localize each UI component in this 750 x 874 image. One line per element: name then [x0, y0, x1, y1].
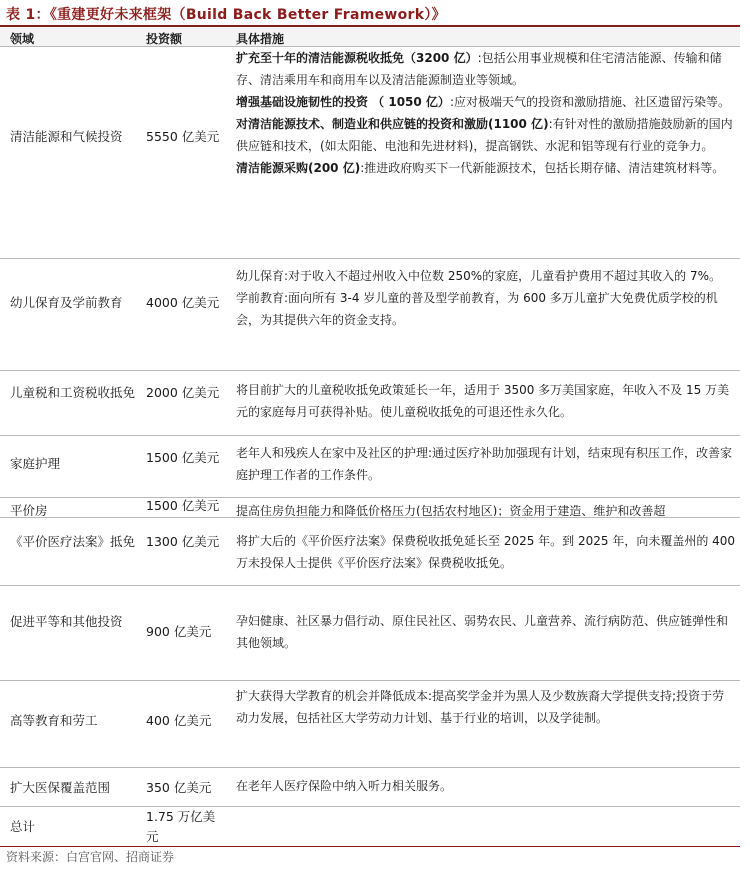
row-domain: 促进平等和其他投资 [10, 614, 123, 629]
row-measures [236, 775, 736, 797]
row-domain: 幼儿保育及学前教育 [10, 295, 123, 310]
measure-heading: 增强基础设施韧性的投资 （ 1050 亿） [236, 95, 450, 109]
measure-item: 幼儿保育:对于收入不超过州收入中位数 250%的家庭，儿童看护费用不超过其收入的 7%。 [236, 269, 722, 283]
measure-heading: 对清洁能源技术、制造业和供应链的投资和激励(1100 亿) [236, 117, 549, 131]
row-domain: 《平价医疗法案》抵免 [10, 534, 136, 549]
row-amount: 900 亿美元 [146, 624, 212, 639]
row-amount: 1500 亿美元 [146, 498, 220, 513]
row-measures [236, 610, 736, 654]
row-measures [236, 442, 736, 486]
measure-item [236, 113, 736, 157]
row-measures [236, 500, 736, 516]
row-measures [236, 685, 736, 729]
measure-item: 将扩大后的《平价医疗法案》保费税收抵免延长至 2025 年。到 2025 年，向未覆盖州的 400 万未投保人士提供《平价医疗法案》保费税收抵免。 [236, 534, 736, 570]
measure-item: 提高住房负担能力和降低价格压力(包括农村地区)；资金用于建造、维护和改善超 [236, 504, 666, 516]
row-measures [236, 379, 736, 423]
row-domain: 家庭护理 [10, 456, 61, 471]
row-amount: 5550 亿美元 [146, 129, 220, 144]
header-amount: 投资额 [146, 32, 183, 46]
table-row [0, 768, 740, 805]
table-row [0, 371, 740, 434]
measure-heading: 清洁能源采购(200 亿) [236, 161, 361, 175]
table-bottom-rule [0, 846, 740, 847]
row-amount: 350 亿美元 [146, 780, 212, 795]
measure-item: 在老年人医疗保险中纳入听力相关服务。 [236, 779, 453, 793]
row-amount: 4000 亿美元 [146, 295, 220, 310]
table-header [0, 28, 740, 46]
table-row-total [0, 807, 740, 847]
measure-item: 老年人和残疾人在家中及社区的护理:通过医疗补助加强现有计划，结束现有积压工作，改善家庭护理工作者的工作条件。 [236, 446, 733, 482]
title-rule [0, 25, 740, 27]
measure-item: 学前教育:面向所有 3-4 岁儿童的普及型学前教育，为 600 多万儿童扩大免费优质学校的机会，为其提供六年的资金支持。 [236, 291, 718, 327]
table-row [0, 681, 740, 766]
measure-item: 孕妇健康、社区暴力倡行动、原住民社区、弱势农民、儿童营养、流行病防范、供应链弹性和其他领域。 [236, 614, 729, 650]
header-domain: 领域 [10, 32, 35, 46]
measure-text: :有针对性的激励措施鼓励新的国内供应链和技术，(如太阳能、电池和先进材料)，提高钢铁、水泥和铝等现有行业的竞争力。 [236, 117, 733, 153]
row-amount: 1500 亿美元 [146, 450, 220, 465]
table-title: 表 1：《重建更好未来框架（Build Back Better Framework）》 [6, 7, 446, 23]
measure-item: 扩大获得大学教育的机会并降低成本:提高奖学金并为黑人及少数族裔大学提供支持;投资于劳动力发展，包括社区大学劳动力计划、基于行业的培训，以及学徒制。 [236, 689, 725, 725]
measure-heading: 扩充至十年的清洁能源税收抵免（3200 亿） [236, 51, 478, 65]
table-row [0, 259, 740, 369]
row-amount: 2000 亿美元 [146, 385, 220, 400]
row-domain: 总计 [10, 819, 36, 834]
table-row [0, 518, 740, 584]
measure-item [236, 91, 736, 113]
header-measures: 具体措施 [236, 32, 285, 46]
measure-item: 将目前扩大的儿童税收抵免政策延长一年，适用于 3500 多万美国家庭，年收入不及 15 万美元的家庭每月可获得补贴。使儿童税收抵免的可退还性永久化。 [236, 383, 730, 419]
row-measures [236, 47, 736, 179]
row-domain: 扩大医保覆盖范围 [10, 780, 111, 795]
table-row [0, 436, 740, 496]
row-measures [236, 530, 736, 574]
measure-item [236, 157, 736, 179]
row-domain: 清洁能源和气候投资 [10, 129, 123, 144]
table-row [0, 586, 740, 679]
measure-text: :包括公用事业规模和住宅清洁能源、传输和储存、清洁乘用车和商用车以及清洁能源制造业等领域。 [236, 51, 722, 87]
row-amount: 1.75 万亿美元 [146, 809, 216, 844]
row-domain: 儿童税和工资税收抵免 [10, 385, 136, 400]
source-note: 资料来源：白宫官网、招商证券 [6, 850, 175, 864]
row-domain: 平价房 [10, 503, 48, 516]
row-amount: 1300 亿美元 [146, 534, 220, 549]
row-domain: 高等教育和劳工 [10, 713, 98, 728]
table-row [0, 498, 740, 516]
table-row [0, 47, 740, 257]
row-amount: 400 亿美元 [146, 713, 212, 728]
row-measures [236, 265, 736, 331]
measure-item [236, 47, 736, 91]
measure-text: :推进政府购买下一代新能源技术，包括长期存储、清洁建筑材料等。 [360, 161, 725, 175]
measure-text: :应对极端天气的投资和激励措施、社区遗留污染等。 [449, 95, 730, 109]
